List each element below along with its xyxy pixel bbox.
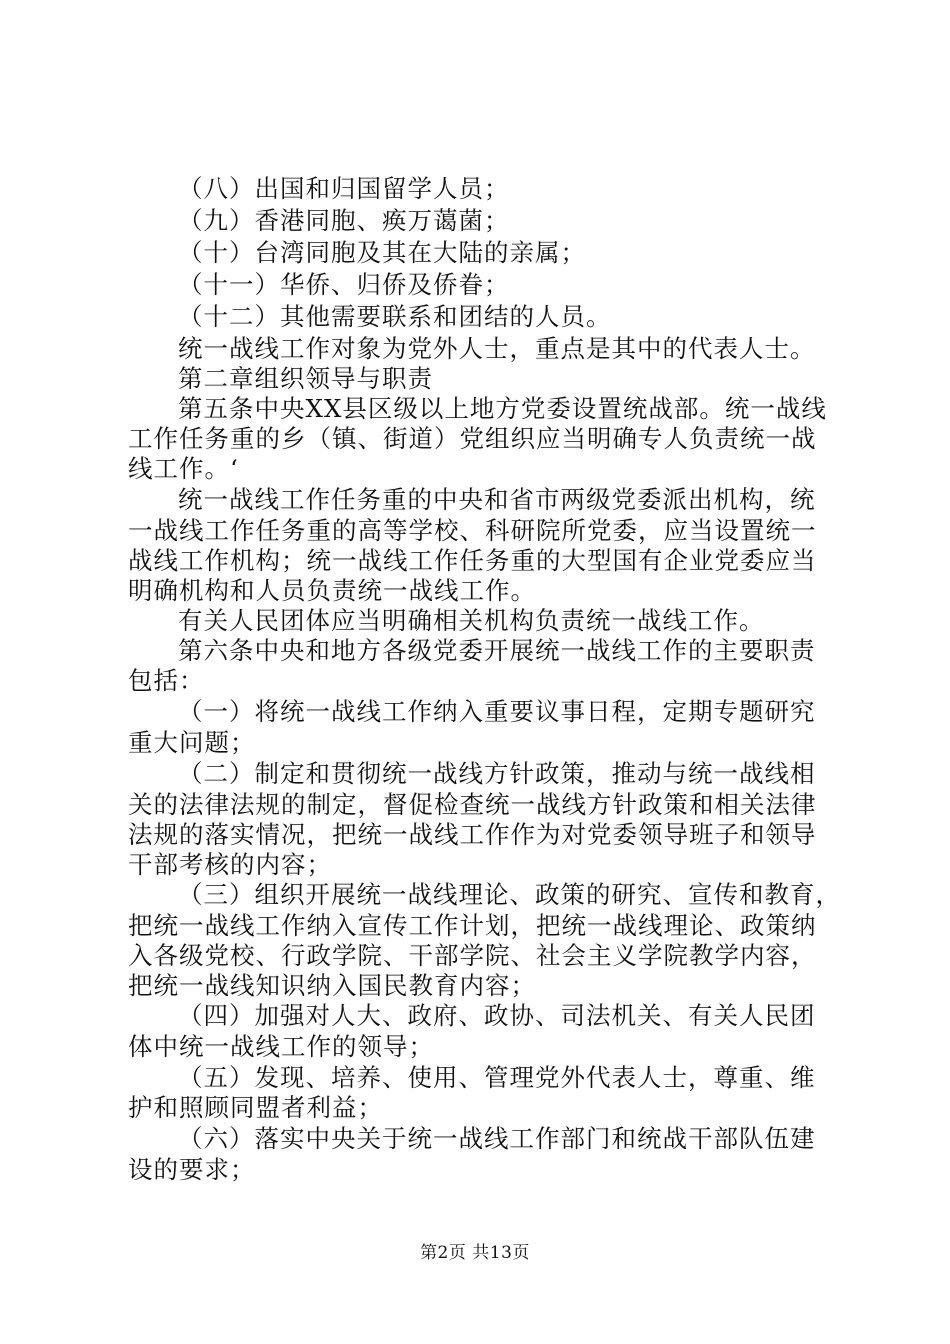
text-line: 入各级党校、行政学院、干部学院、社会主义学院教学内容， xyxy=(128,941,817,970)
text-line: 明确机构和人员负责统一战线工作。 xyxy=(128,576,536,605)
text-line: （二）制定和贯彻统一战线方针政策，推动与统一战线相 xyxy=(178,759,816,788)
text-line: （六）落实中央关于统一战线工作部门和统战干部队伍建 xyxy=(178,1124,816,1153)
text-line: 统一战线工作对象为党外人士，重点是其中的代表人士。 xyxy=(178,334,816,363)
text-line: 设的要求； xyxy=(128,1155,256,1184)
text-line: 把统一战线工作纳入宣传工作计划，把统一战线理论、政策纳 xyxy=(128,911,817,940)
text-line: 关的法律法规的制定，督促检查统一战线方针政策和相关法律 xyxy=(128,790,817,819)
text-line: （十）台湾同胞及其在大陆的亲属； xyxy=(178,238,586,267)
text-line: 包括： xyxy=(128,666,205,695)
text-line: （十一）华侨、归侨及侨眷； xyxy=(178,270,510,299)
text-line: 干部考核的内容； xyxy=(128,850,332,879)
chapter-heading: 第二章组织领导与职责 xyxy=(178,364,433,393)
text-line: 体中统一战线工作的领导； xyxy=(128,1032,434,1061)
text-line: （三）组织开展统一战线理论、政策的研究、宣传和教育， xyxy=(178,880,841,909)
text-line: （八）出国和归国留学人员； xyxy=(178,174,510,203)
text-line: 线工作。‘ xyxy=(128,454,239,483)
text-line: 一战线工作任务重的高等学校、科研院所党委，应当设置统一 xyxy=(128,516,817,545)
text-line: 工作任务重的乡（镇、街道）党组织应当明确专人负责统一战 xyxy=(128,424,817,453)
text-line: 护和照顾同盟者利益； xyxy=(128,1093,383,1122)
page-number-footer: 第2页 共13页 xyxy=(420,1243,530,1263)
text-line: 战线工作机构；统一战线工作任务重的大型国有企业党委应当 xyxy=(128,546,817,575)
text-line: （九）香港同胞、痪万蔼菌； xyxy=(178,206,510,235)
text-line: 把统一战线知识纳入国民教育内容； xyxy=(128,971,536,1000)
text-line: （十二）其他需要联系和团结的人员。 xyxy=(178,302,612,331)
text-line: （一）将统一战线工作纳入重要议事日程，定期专题研究 xyxy=(178,697,816,726)
text-line: （五）发现、培养、使用、管理党外代表人士，尊重、维 xyxy=(178,1063,816,1092)
text-line: 有关人民团体应当明确相关机构负责统一战线工作。 xyxy=(178,606,765,635)
text-line: 第五条中央XX县区级以上地方党委设置统战部。统一战线 xyxy=(178,394,827,423)
text-line: （四）加强对人大、政府、政协、司法机关、有关人民团 xyxy=(178,1001,816,1030)
text-line: 统一战线工作任务重的中央和省市两级党委派出机构，统 xyxy=(178,485,816,514)
text-line: 法规的落实情况，把统一战线工作作为对党委领导班子和领导 xyxy=(128,820,817,849)
text-line: 第六条中央和地方各级党委开展统一战线工作的主要职责 xyxy=(178,636,816,665)
text-line: 重大问题； xyxy=(128,728,256,757)
